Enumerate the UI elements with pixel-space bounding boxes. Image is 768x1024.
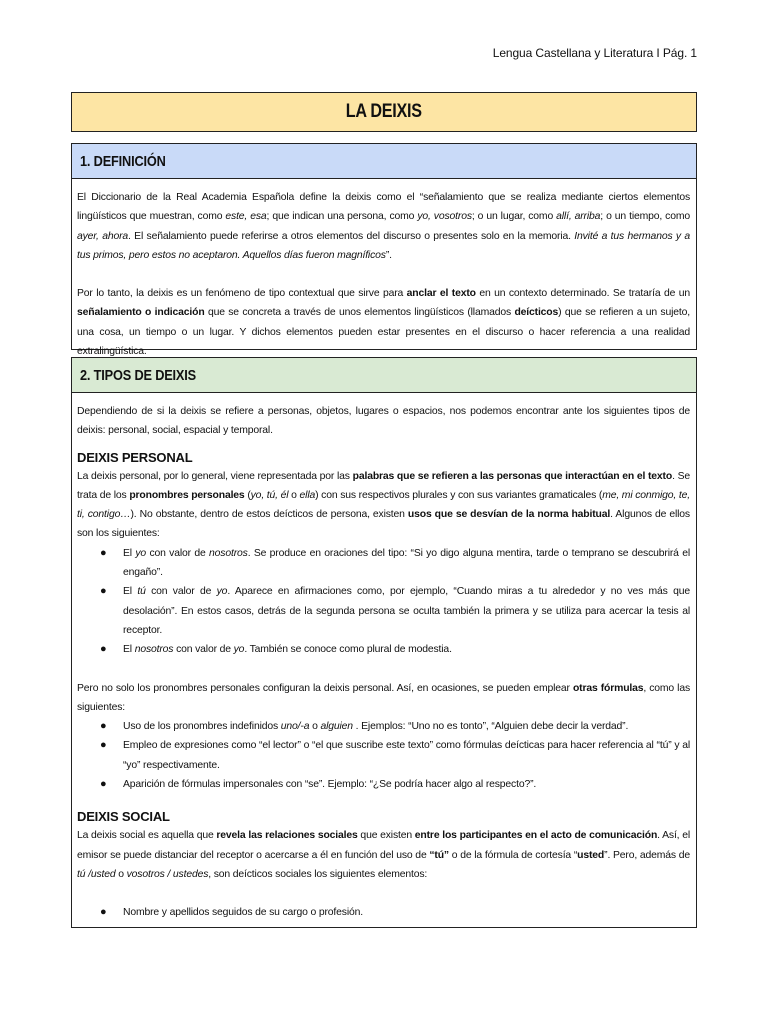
- bold-text: otras fórmulas: [572, 682, 644, 694]
- section-heading-bar: [72, 144, 696, 179]
- italic-text: vosotros / ustedes: [126, 868, 209, 880]
- section-heading: 2. TIPOS DE DEIXIS: [80, 366, 196, 384]
- text-run: El: [123, 586, 138, 598]
- bold-text: deícticos: [514, 307, 559, 319]
- text-run: . Se produce en oraciones del tipo: “Si yo digo alguna mentira, tarde o temprano se descubrirá el engaño”.: [123, 547, 690, 579]
- section-tipos: [71, 357, 697, 928]
- section-body: [72, 179, 696, 361]
- italic-text: allí, arriba: [556, 211, 601, 223]
- italic-text: Invité a tus hermanos y a tus primos, pero estos no aceptaron. Aquellos días fueron magníficos: [77, 230, 690, 261]
- text-run: Nombre y apellidos seguidos de su cargo o profesión.: [123, 907, 363, 919]
- text-run: . Algunos de ellos son los siguientes:: [77, 509, 690, 540]
- subheading-deixis-social: DEIXIS SOCIAL: [77, 809, 170, 825]
- text-run: El: [123, 547, 136, 559]
- text-run: ; que indican una persona, como: [266, 211, 418, 223]
- text-run: o: [115, 868, 127, 880]
- subheading-deixis-personal: DEIXIS PERSONAL: [77, 449, 193, 465]
- text-run: Empleo de expresiones como “el lector” o “el que suscribe este texto” como fórmulas deícticas para hacer referencia al “tú” y al “yo” respectivamente.: [123, 740, 690, 771]
- title-banner: [71, 92, 697, 132]
- text-run: La deixis personal, por lo general, viene representada por las: [77, 470, 353, 482]
- bold-text: anclar el texto: [406, 288, 476, 300]
- paragraph: [77, 467, 690, 544]
- text-run: o de la fórmula de cortesía “: [448, 849, 578, 861]
- bullet-item: [77, 736, 690, 775]
- italic-text: yo, tú, él: [250, 489, 289, 501]
- text-run: ) con sus respectivos plurales y con sus variantes gramaticales (: [315, 489, 603, 501]
- text-run: que se concreta a través de unos elementos lingüísticos (llamados: [204, 307, 515, 319]
- paragraph: [77, 402, 690, 441]
- text-run: Uso de los pronombres indefinidos: [123, 721, 281, 733]
- italic-text: yo: [233, 644, 245, 656]
- bullet-list: [77, 544, 690, 660]
- text-run: La deixis social es aquella que: [77, 830, 217, 842]
- italic-text: nosotros: [209, 547, 248, 559]
- text-run: . Aparece en afirmaciones como, por ejemplo, “Cuando miras a tu alrededor y no ves más que desolación”. En estos casos, detrás de la segunda persona se oculta también la primera y se utiliza para acercar la tesis al receptor.: [123, 586, 691, 636]
- text-run: Aparición de fórmulas impersonales con “se”. Ejemplo: “¿Se podría hacer algo al respecto?”.: [123, 779, 537, 791]
- italic-text: tú /usted: [77, 868, 116, 880]
- text-run: , son deícticos sociales los siguientes elementos:: [208, 868, 428, 880]
- italic-text: me, mi conmigo, te, ti, contigo…: [77, 489, 691, 521]
- text-run: ). No obstante, dentro de estos deícticos de persona, existen: [130, 509, 408, 521]
- text-run: El Diccionario de la Real Academia Española define la deixis como el “señalamiento que se realiza mediante ciertos elementos lingüísticos que muestran, como: [77, 192, 690, 223]
- paragraph: [77, 284, 690, 361]
- text-run: o: [288, 489, 300, 501]
- bullet-item: [77, 640, 690, 659]
- italic-text: ayer, ahora: [77, 230, 129, 242]
- text-run: El: [123, 644, 135, 656]
- text-run: ) que se refieren a un sujeto, una cosa, un tiempo o un lugar. Y dichos elementos pueden estar presentes en el discurso o hacer referencia a una realidad extralingüística.: [77, 307, 690, 358]
- bullet-item: [77, 903, 690, 922]
- bullet-list: [77, 717, 690, 794]
- italic-text: yo: [135, 547, 147, 559]
- paragraph: [77, 188, 690, 265]
- italic-text: nosotros: [134, 644, 174, 656]
- bullet-list: [77, 903, 690, 922]
- text-run: . También se conoce como plural de modestia.: [244, 644, 452, 656]
- bold-text: señalamiento o indicación: [77, 307, 205, 319]
- paragraph: [77, 826, 690, 884]
- page-header: Lengua Castellana y Literatura I Pág. 1: [492, 46, 697, 60]
- text-run: (: [244, 489, 251, 501]
- section-definicion: [71, 143, 697, 358]
- text-run: . Así, el emisor se puede distanciar del receptor o acercarse a él en función del uso de: [77, 830, 690, 861]
- text-run: Pero no solo los pronombres personales configuran la deixis personal. Así, en ocasiones, se pueden emplear: [77, 682, 573, 694]
- document-title: LA DEIXIS: [345, 101, 423, 122]
- italic-text: alguien: [320, 721, 353, 733]
- section-body: [72, 393, 696, 923]
- text-run: en un contexto determinado. Se trataría de un: [475, 288, 690, 300]
- paragraph: [77, 679, 690, 718]
- text-run: , como las siguientes:: [77, 682, 690, 713]
- bullet-item: [77, 775, 690, 794]
- text-run: con valor de: [145, 586, 217, 598]
- section-heading-bar: [72, 358, 696, 393]
- italic-text: este, esa: [225, 211, 267, 223]
- text-run: ; o un tiempo, como: [600, 211, 690, 223]
- bold-text: pronombres personales: [129, 489, 245, 501]
- italic-text: tú: [137, 586, 146, 598]
- text-run: Dependiendo de si la deixis se refiere a personas, objetos, lugares o espacios, nos podemos encontrar ante los siguientes tipos de deixis: personal, social, espacial y temporal.: [77, 406, 690, 437]
- bold-text: usos que se desvían de la norma habitual: [407, 509, 611, 521]
- bullet-item: [77, 582, 690, 640]
- bold-text: usted: [577, 849, 605, 861]
- bullet-item: [77, 544, 690, 583]
- text-run: ; o un lugar, como: [471, 211, 557, 223]
- bold-text: revela las relaciones sociales: [216, 830, 358, 842]
- text-run: . Ejemplos: “Uno no es tonto”, “Alguien debe decir la verdad”.: [352, 721, 629, 733]
- section-heading: 1. DEFINICIÓN: [80, 152, 166, 170]
- italic-text: yo: [216, 586, 228, 598]
- italic-text: ella: [299, 489, 316, 501]
- bold-text: “tú”: [429, 849, 449, 861]
- text-run: . El señalamiento puede referirse a otros elementos del discurso o presentes solo en la memoria.: [128, 230, 575, 242]
- text-run: o: [309, 721, 321, 733]
- italic-text: uno/-a: [280, 721, 310, 733]
- text-run: que existen: [357, 830, 415, 842]
- bold-text: palabras que se refieren a las personas que interactúan en el texto: [352, 470, 673, 482]
- text-run: con valor de: [146, 547, 210, 559]
- text-run: . Se trata de los: [77, 470, 690, 501]
- text-run: ”. Pero, además de: [604, 849, 690, 861]
- bullet-item: [77, 717, 690, 736]
- italic-text: yo, vosotros: [417, 211, 472, 223]
- text-run: con valor de: [173, 644, 234, 656]
- text-run: Por lo tanto, la deixis es un fenómeno de tipo contextual que sirve para: [77, 288, 407, 300]
- bold-text: entre los participantes en el acto de comunicación: [414, 830, 658, 842]
- text-run: ”.: [385, 249, 392, 261]
